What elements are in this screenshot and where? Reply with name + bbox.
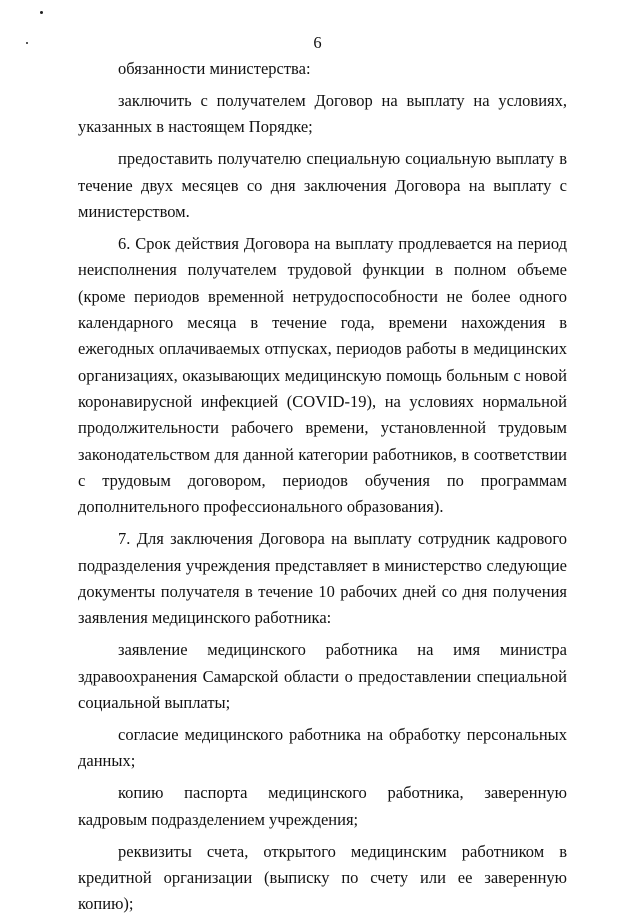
document-body xyxy=(78,56,567,918)
paragraph-bank-details: реквизиты счета, открытого медицинским работником в кредитной организации (выписку по счету или ее заверенную копию); xyxy=(78,841,567,914)
page-number: 6 xyxy=(313,33,322,52)
paragraph-passport-copy: копию паспорта медицинского работника, заверенную кадровым подразделением учреждения; xyxy=(78,783,567,829)
paragraph-item-7: 7. Для заключения Договора на выплату сотрудник кадрового подразделения учреждения представляет в министерство следующие документы получателя в течение 10 рабочих дней со дня получения заявления медицинского работника: xyxy=(78,529,567,628)
paragraph-ministry-duties: обязанности министерства: xyxy=(118,59,311,78)
paragraph-application: заявление медицинского работника на имя министра здравоохранения Самарской области о предоставлении специальной социальной выплаты; xyxy=(78,640,567,712)
paragraph-item-6: 6. Срок действия Договора на выплату продлевается на период неисполнения получателем трудовой функции в полном объеме (кроме периодов временной нетрудоспособности не более одного календарного месяца в течение года, времени нахождения в ежегодных оплачиваемых отпусках, периодов работы в медицинских организациях, оказывающих медицинскую помощь больным с новой коронавирусной инфекцией (COVID-19), на условиях нормальной продолжительности рабочего времени, установленной трудовым законодательством для данной категории работников, в соответствии с трудовым договором, периодов обучения по программам дополнительного профессионального образования). xyxy=(78,234,567,517)
paragraph-provide-payment: предоставить получателю специальную социальную выплату в течение двух месяцев со дня заключения Договора на выплату с министерством. xyxy=(78,149,567,222)
scan-speck xyxy=(40,11,43,14)
paragraph-consent: согласие медицинского работника на обработку персональных данных; xyxy=(78,724,567,771)
paragraph-conclude-contract: заключить с получателем Договор на выплату на условиях, указанных в настоящем Порядке; xyxy=(78,91,567,137)
